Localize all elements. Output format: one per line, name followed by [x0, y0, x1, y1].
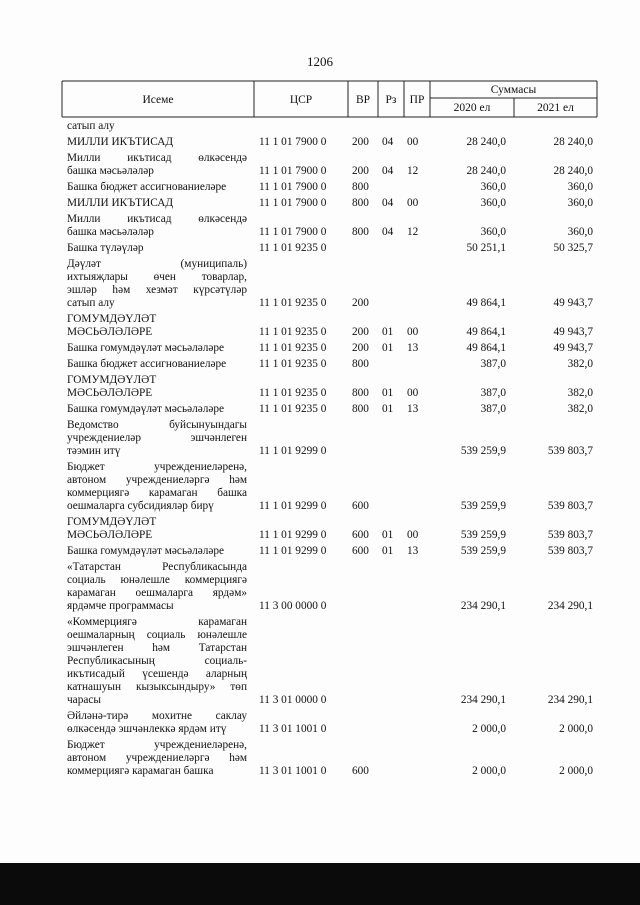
table-row-name — [67, 419, 247, 458]
table-cell-y2020: 49 864,1 — [466, 297, 506, 309]
table-cell-y2021: 382,0 — [567, 403, 593, 415]
table-cell-vr: 600 — [352, 500, 369, 512]
table-cell-y2020: 2 000,0 — [472, 765, 506, 777]
table-row-name — [67, 213, 247, 239]
name-line: сатып алу — [67, 120, 115, 132]
table-cell-csr: 11 3 01 1001 0 — [259, 765, 327, 777]
table-cell-pr: 12 — [407, 226, 419, 238]
name-line: оешмаларның социаль юнәлешле — [67, 629, 247, 641]
name-line: автоном учреждениеләргә һәм — [67, 474, 247, 486]
name-line: МӘСЬӘЛӘЛӘРЕ — [67, 326, 153, 338]
table-cell-y2020: 360,0 — [480, 226, 506, 238]
table-cell-y2020: 50 251,1 — [466, 242, 506, 254]
name-line: ярдәмче программасы — [67, 600, 174, 612]
table-cell-csr: 11 1 01 7900 0 — [259, 136, 327, 148]
name-line: Башка гомумдәүләт мәсьәләләре — [67, 545, 225, 557]
name-line: Башка гомумдәүләт мәсьәләләре — [67, 342, 225, 354]
header-sums: Суммасы — [490, 84, 537, 96]
table-cell-vr: 800 — [352, 181, 369, 193]
table-cell-csr: 11 3 01 1001 0 — [259, 723, 327, 735]
table-cell-y2021: 49 943,7 — [553, 342, 593, 354]
table-cell-rz: 01 — [382, 342, 394, 354]
name-line: чарасы — [67, 694, 101, 706]
table-cell-csr: 11 1 01 9299 0 — [259, 445, 327, 457]
name-line: ГОМУМДӘҮЛӘТ — [67, 313, 157, 325]
table-cell-vr: 200 — [352, 297, 369, 309]
table-cell-y2021: 2 000,0 — [559, 765, 593, 777]
table-cell-y2020: 539 259,9 — [460, 445, 506, 457]
table-cell-vr: 200 — [352, 136, 369, 148]
table-row-name — [67, 516, 247, 542]
name-line: Бюджет учреждениеләренә, — [67, 739, 247, 751]
table-cell-rz: 01 — [382, 326, 394, 338]
table-row-name — [67, 710, 247, 736]
table-cell-y2021: 360,0 — [567, 226, 593, 238]
table-cell-vr: 800 — [352, 358, 369, 370]
header-csr: ЦСР — [289, 94, 313, 106]
name-line: Ведомство буйсынуындагы — [67, 419, 247, 431]
table-cell-y2020: 539 259,9 — [460, 545, 506, 557]
table-cell-y2020: 28 240,0 — [466, 165, 506, 177]
table-row-name — [67, 136, 247, 149]
table-cell-rz: 04 — [382, 197, 394, 209]
name-line: тәэмин итү — [67, 445, 121, 457]
name-line: икътисадый үсешендә аларның — [67, 668, 247, 680]
table-cell-y2020: 539 259,9 — [460, 529, 506, 541]
table-row-name — [67, 258, 247, 310]
table-cell-csr: 11 1 01 9235 0 — [259, 387, 327, 399]
table-cell-pr: 00 — [407, 387, 419, 399]
table-cell-y2020: 234 290,1 — [460, 600, 506, 612]
name-line: коммерциягә карамаган башка — [67, 487, 247, 499]
table-cell-y2021: 539 803,7 — [547, 500, 593, 512]
table-cell-vr: 600 — [352, 765, 369, 777]
name-line: Милли икътисад өлкәсендә — [67, 213, 247, 225]
table-row-name — [67, 545, 247, 558]
name-line: учреждениеләр эшчәнлеген — [67, 432, 247, 444]
table-cell-vr: 800 — [352, 226, 369, 238]
name-line: «Коммерциягә карамаган — [67, 616, 247, 628]
scan-bottom-edge — [0, 863, 640, 905]
name-line: МИЛЛИ ИКЪТИСАД — [67, 197, 174, 209]
header-name: Исеме — [142, 94, 174, 106]
name-line: өлкәсендә эшчәнлеккә ярдәм итү — [67, 723, 227, 735]
table-cell-csr: 11 3 01 0000 0 — [259, 694, 327, 706]
table-cell-y2021: 539 803,7 — [547, 545, 593, 557]
name-line: эшләр һәм хезмәт күрсәтүләр — [67, 284, 247, 296]
table-cell-csr: 11 1 01 9299 0 — [259, 529, 327, 541]
page-number: 1206 — [307, 54, 333, 69]
table-cell-rz: 04 — [382, 165, 394, 177]
name-line: катнашуын кызыксындыру» төп — [67, 681, 247, 693]
name-line: Башка бюджет ассигнованиеләре — [67, 358, 227, 370]
table-cell-y2021: 539 803,7 — [547, 445, 593, 457]
table-cell-csr: 11 1 01 9299 0 — [259, 545, 327, 557]
table-cell-y2021: 28 240,0 — [553, 136, 593, 148]
name-line: социаль юнәлешле коммерциягә — [67, 574, 247, 586]
table-cell-y2021: 539 803,7 — [547, 529, 593, 541]
name-line: Башка гомумдәүләт мәсьәләләре — [67, 403, 225, 415]
table-cell-vr: 200 — [352, 326, 369, 338]
table-cell-vr: 800 — [352, 387, 369, 399]
table-cell-rz: 01 — [382, 403, 394, 415]
name-line: «Татарстан Республикасында — [67, 561, 247, 573]
table-cell-y2020: 2 000,0 — [472, 723, 506, 735]
name-line: автоном учреждениеләргә һәм — [67, 752, 247, 764]
name-line: коммерциягә карамаган башка — [67, 765, 214, 777]
name-line: Дәүләт (муниципаль) — [67, 258, 247, 270]
table-cell-pr: 13 — [407, 342, 419, 354]
name-line: ГОМУМДӘҮЛӘТ — [67, 516, 157, 528]
name-line: МИЛЛИ ИКЪТИСАД — [67, 136, 174, 148]
table-cell-pr: 00 — [407, 529, 419, 541]
name-line: Милли икътисад өлкәсендә — [67, 152, 247, 164]
header-vr: ВР — [355, 94, 371, 106]
table-row-name — [67, 739, 247, 778]
table-cell-csr: 11 1 01 9235 0 — [259, 326, 327, 338]
table-cell-csr: 11 1 01 7900 0 — [259, 197, 327, 209]
table-cell-y2021: 49 943,7 — [553, 326, 593, 338]
table-row-name — [67, 181, 247, 194]
name-line: ихтыяҗлары өчен товарлар, — [67, 271, 247, 283]
table-cell-y2021: 382,0 — [567, 358, 593, 370]
table-cell-y2020: 234 290,1 — [460, 694, 506, 706]
table-cell-csr: 11 1 01 9235 0 — [259, 342, 327, 354]
table-row-name — [67, 313, 247, 339]
table-cell-y2020: 387,0 — [480, 358, 506, 370]
table-cell-rz: 01 — [382, 545, 394, 557]
table-row-name — [67, 197, 247, 210]
table-cell-vr: 800 — [352, 197, 369, 209]
table-cell-y2020: 28 240,0 — [466, 136, 506, 148]
table-cell-y2021: 50 325,7 — [553, 242, 593, 254]
table-cell-y2020: 49 864,1 — [466, 326, 506, 338]
name-line: оешмаларга субсидияләр бирү — [67, 500, 214, 512]
table-row-name — [67, 403, 247, 416]
name-line: Башка бюджет ассигнованиеләре — [67, 181, 227, 193]
table-row-name — [67, 358, 247, 371]
table-cell-csr: 11 1 01 9235 0 — [259, 358, 327, 370]
table-cell-vr: 200 — [352, 165, 369, 177]
table-row-name — [67, 616, 247, 707]
name-line: карамаган оешмаларга ярдәм» — [67, 587, 247, 599]
name-line: Республикасының социаль- — [67, 655, 247, 667]
table-cell-pr: 12 — [407, 165, 419, 177]
table-cell-csr: 11 1 01 9235 0 — [259, 242, 327, 254]
table-cell-y2021: 360,0 — [567, 181, 593, 193]
table-cell-y2020: 49 864,1 — [466, 342, 506, 354]
name-line: ГОМУМДӘҮЛӘТ — [67, 374, 157, 386]
table-cell-vr: 600 — [352, 545, 369, 557]
table-cell-pr: 00 — [407, 326, 419, 338]
table-cell-y2021: 49 943,7 — [553, 297, 593, 309]
table-cell-y2021: 360,0 — [567, 197, 593, 209]
table-cell-y2020: 387,0 — [480, 387, 506, 399]
name-line: сатып алу — [67, 297, 115, 309]
header-rz: Рз — [385, 94, 397, 106]
name-line: Әйләнә-тирә мохитне саклау — [67, 710, 247, 722]
table-cell-csr: 11 1 01 9235 0 — [259, 297, 327, 309]
table-cell-y2020: 360,0 — [480, 197, 506, 209]
name-line: МӘСЬӘЛӘЛӘРЕ — [67, 529, 153, 541]
table-cell-y2021: 28 240,0 — [553, 165, 593, 177]
table-cell-vr: 200 — [352, 342, 369, 354]
name-line: эшчәнлеген һәм Татарстан — [67, 642, 247, 654]
table-cell-csr: 11 1 01 9299 0 — [259, 500, 327, 512]
header-pr: ПР — [409, 94, 425, 106]
table-row-name — [67, 342, 247, 355]
table-cell-csr: 11 1 01 9235 0 — [259, 403, 327, 415]
table-cell-y2021: 2 000,0 — [559, 723, 593, 735]
table-cell-y2021: 382,0 — [567, 387, 593, 399]
name-line: башка мәсьәләләр — [67, 165, 154, 177]
table-row-name — [67, 242, 247, 255]
header-2021: 2021 ел — [537, 102, 574, 114]
table-cell-csr: 11 1 01 7900 0 — [259, 165, 327, 177]
table-cell-csr: 11 1 01 7900 0 — [259, 226, 327, 238]
table-cell-rz: 04 — [382, 136, 394, 148]
header-2020: 2020 ел — [453, 102, 491, 114]
name-line: Бюджет учреждениеләренә, — [67, 461, 247, 473]
table-row-name — [67, 561, 247, 613]
name-line: башка мәсьәләләр — [67, 226, 154, 238]
table-cell-pr: 00 — [407, 197, 419, 209]
table-cell-y2021: 234 290,1 — [547, 600, 593, 612]
table-cell-y2020: 539 259,9 — [460, 500, 506, 512]
table-cell-pr: 00 — [407, 136, 419, 148]
table-cell-csr: 11 3 00 0000 0 — [259, 600, 327, 612]
table-cell-pr: 13 — [407, 403, 419, 415]
table-cell-y2020: 360,0 — [480, 181, 506, 193]
table-cell-pr: 13 — [407, 545, 419, 557]
table-row-name — [67, 152, 247, 178]
table-cell-vr: 600 — [352, 529, 369, 541]
table-cell-rz: 01 — [382, 387, 394, 399]
table-row-name — [67, 374, 247, 400]
table-cell-rz: 04 — [382, 226, 394, 238]
table-cell-rz: 01 — [382, 529, 394, 541]
table-cell-vr: 800 — [352, 403, 369, 415]
table-cell-csr: 11 1 01 7900 0 — [259, 181, 327, 193]
table-row-name — [67, 120, 247, 133]
table-row-name — [67, 461, 247, 513]
table-cell-y2021: 234 290,1 — [547, 694, 593, 706]
table-cell-y2020: 387,0 — [480, 403, 506, 415]
name-line: МӘСЬӘЛӘЛӘРЕ — [67, 387, 153, 399]
name-line: Башка түләүләр — [67, 242, 144, 254]
